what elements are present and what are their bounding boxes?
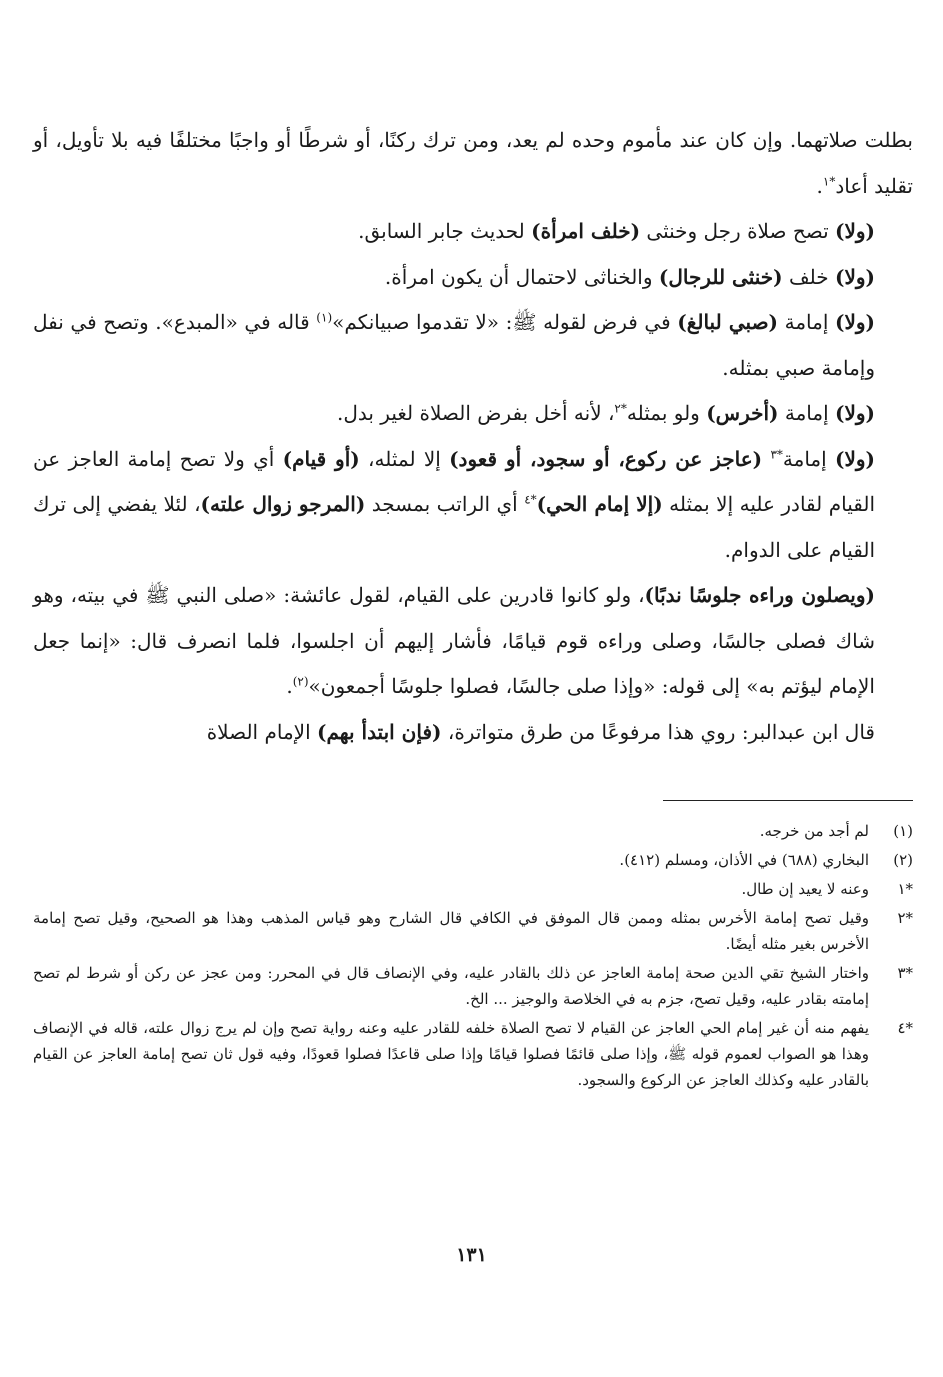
- footnote-number: *٤: [897, 1019, 913, 1037]
- keyword: (ولا): [835, 401, 875, 425]
- paragraph-5: [33, 391, 913, 437]
- text-run: ، لأنه أخل بفرض الصلاة لغير بدل.: [336, 401, 615, 425]
- footnote: [33, 818, 913, 844]
- footnote-number: *٢: [897, 909, 913, 927]
- keyword: (ولا): [835, 446, 875, 471]
- text-run: ، لئلا يفضي إلى ترك القيام على الدوام.: [33, 492, 875, 562]
- keyword: (ويصلون وراءه جلوسًا ندبًا): [644, 583, 875, 607]
- note-mark: *٣: [770, 446, 783, 461]
- text-run: في فرض لقوله ﷺ: «لا تقدموا صبيانكم»: [332, 310, 678, 334]
- keyword: (إلا إمام الحي): [536, 492, 663, 516]
- keyword: (خنثى للرجال): [658, 264, 783, 289]
- paragraph-4: [33, 300, 913, 391]
- keyword: (خلف امرأة): [531, 219, 641, 243]
- text-run: .: [816, 173, 823, 198]
- text-run: والخناثى لاحتمال أن يكون امرأة.: [384, 264, 659, 289]
- text-run: تصح صلاة رجل وخنثى: [640, 219, 835, 243]
- footnote: [33, 847, 913, 873]
- text-run: ولو بمثله: [626, 401, 707, 425]
- text-run: بطلت صلاتهما. وإن كان عند مأموم وحده لم يعد، ومن ترك ركنًا، أو شرطًا أو واجبًا مختلفًا فيه بلا تأويل، أو تقليد أعاد: [33, 128, 913, 198]
- paragraph-1: [33, 118, 913, 209]
- note-mark: *٤: [524, 492, 537, 507]
- keyword: (فإن ابتدأ بهم): [316, 719, 442, 744]
- footnote: [33, 960, 913, 1012]
- paragraph-6: [33, 437, 913, 574]
- footnote: [33, 905, 913, 957]
- footnote-ref: (٢): [292, 674, 309, 689]
- keyword: (ولا): [835, 310, 876, 334]
- keyword: (ولا): [835, 264, 875, 289]
- text-run: لحديث جابر السابق.: [358, 219, 532, 243]
- footnote-text: وقيل تصح إمامة الأخرس بمثله وممن قال الموفق في الكافي قال الشارح وهو قياس المذهب وهذا هو الصحيح، وقيل تصح إمامة الأخرس بغير مثله أيضًا.: [33, 909, 869, 953]
- paragraph-3: [33, 255, 913, 301]
- keyword: (المرجو زوال علته): [200, 492, 366, 516]
- text-run: إمامة: [778, 401, 835, 425]
- text-run: إمامة: [782, 446, 835, 471]
- paragraph-8: [33, 710, 913, 756]
- keyword: (عاجز عن ركوع، أو سجود، أو قعود): [449, 446, 763, 471]
- footnote-number: (٢): [893, 851, 913, 869]
- main-text: [33, 118, 913, 755]
- text-run: قاله في «المبدع». وتصح في نفل وإمامة صبي بمثله.: [33, 310, 875, 380]
- footnote-ref: (١): [316, 310, 333, 325]
- footnote-text: وعنه لا يعيد إن طال.: [741, 880, 869, 898]
- footnotes: [33, 818, 913, 1096]
- text-run: إلا لمثله،: [359, 446, 450, 471]
- text-run: .: [286, 674, 293, 698]
- text-run: قال ابن عبدالبر: روي هذا مرفوعًا من طرق متواترة،: [441, 719, 875, 744]
- text-run: خلف: [782, 264, 835, 289]
- text-run: الإمام الصلاة: [206, 719, 317, 744]
- keyword: (صبي لبالغ): [677, 310, 779, 334]
- footnote-number: *٣: [897, 964, 913, 982]
- text-run: ، ولو كانوا قادرين على القيام، لقول عائشة: «صلى النبي ﷺ في بيته، وهو شاك فصلى جالسًا، وصلى وراءه قوم قيامًا، فأشار إليهم أن اجلسوا، فلما انصرف قال: «إنما جعل الإمام ليؤتم به» إلى قوله: «وإذا صلى جالسًا، فصلوا جلوسًا أجمعون»: [33, 583, 875, 698]
- page-number: ١٣١: [456, 1244, 487, 1266]
- footnote-text: البخاري (٦٨٨) في الأذان، ومسلم (٤١٢).: [619, 851, 869, 869]
- footnote-text: واختار الشيخ تقي الدين صحة إمامة العاجز عن ذلك بالقادر عليه، وفي الإنصاف قال في المحرر: ومن عجز عن ركن أو شرط لم تصح إمامته بقادر عليه، وقيل تصح، جزم به في الخلاصة والوجيز ... الخ.: [33, 964, 869, 1008]
- paragraph-7: [33, 573, 913, 710]
- footnote: [33, 1015, 913, 1093]
- keyword: (أخرس): [706, 401, 779, 425]
- footnote-number: *١: [897, 880, 913, 898]
- note-mark: *٢: [614, 401, 627, 416]
- keyword: (ولا): [835, 219, 875, 243]
- footnote-number: (١): [893, 822, 913, 840]
- paragraph-2: [33, 209, 913, 255]
- keyword: (أو قيام): [282, 446, 360, 471]
- footnote: [33, 876, 913, 902]
- note-mark: *١: [822, 173, 836, 188]
- footnote-text: لم أجد من خرجه.: [759, 822, 869, 840]
- footnote-text: يفهم منه أن غير إمام الحي العاجز عن القيام لا تصح الصلاة خلفه للقادر عليه وعنه رواية تصح وإن لم يرج زوال علته، قاله في الإنصاف وهذا هو الصواب لعموم قوله ﷺ، وإذا صلى قائمًا فصلوا قيامًا وإذا صلى قاعدًا فصلوا قعودًا، وفيه قول ثان تصح إمامة العاجز عن القيام بالقادر عليه وكذلك العاجز عن الركوع والسجود.: [33, 1019, 869, 1089]
- text-run: أي ولا تصح إمامة العاجز عن القيام لقادر عليه إلا بمثله: [33, 446, 876, 516]
- text-run: أي الراتب بمسجد: [365, 492, 525, 516]
- footnote-separator: [663, 800, 913, 801]
- text-run: إمامة: [778, 310, 836, 334]
